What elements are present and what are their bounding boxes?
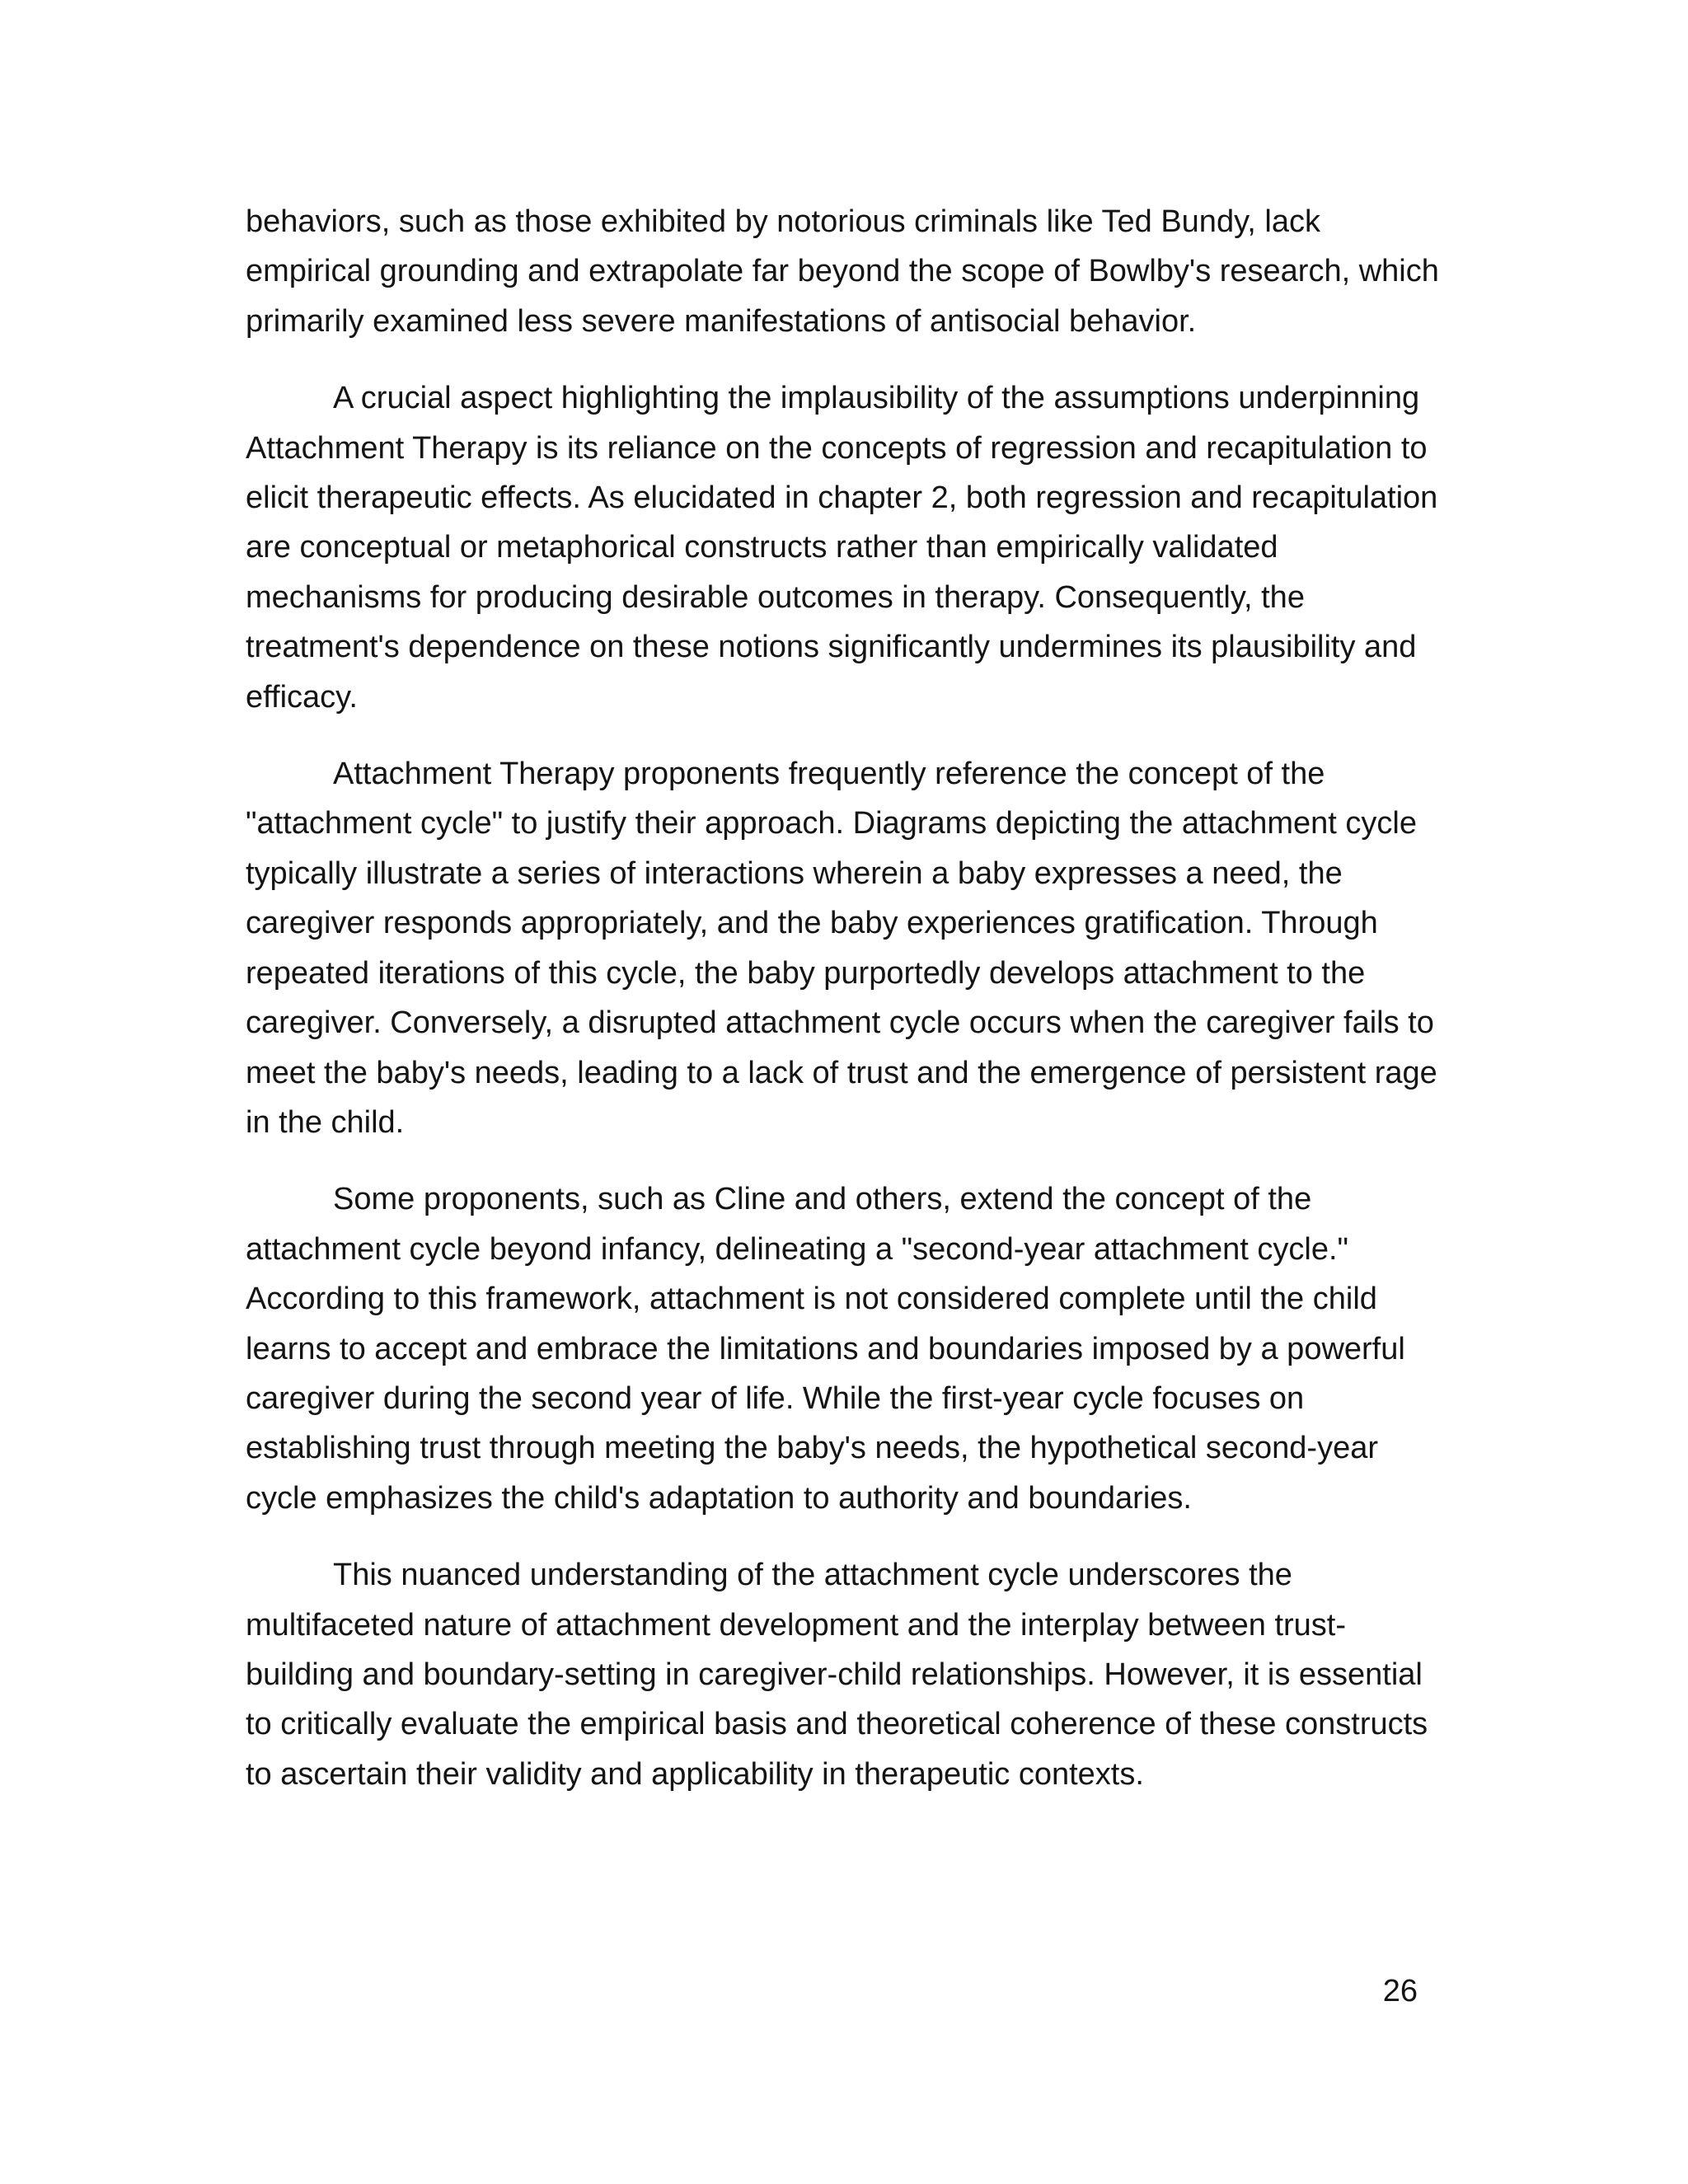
paragraph-second-year-cycle: Some proponents, such as Cline and others, extend the concept of the attachment cycle beyond infancy, delineating a "second-year attachment cycle." According to this framework, attachment is not considered complete until the child learns to accept and embrace the limitations and boundaries imposed by a powerful caregiver during the second year of life. While the first-year cycle focuses on establishing trust through meeting the baby's needs, the hypothetical second-year cycle emphasizes the child's adaptation to authority and boundaries. [246, 1182, 1405, 1516]
paragraph-attachment-cycle: Attachment Therapy proponents frequently reference the concept of the "attachment cycle" to justify their approach. Diagrams depicting the attachment cycle typically illustrate a series of interactions wherein a baby expresses a need, the caregiver responds appropriately, and the baby experiences gratification. Through repeated iterations of this cycle, the baby purportedly develops attachment to the caregiver. Conversely, a disrupted attachment cycle occurs when the caregiver fails to meet the baby's needs, leading to a lack of trust and the emergence of persistent rage in the child. [246, 757, 1437, 1140]
body-text [246, 197, 1453, 1826]
paragraph-regression-recapitulation: A crucial aspect highlighting the implausibility of the assumptions underpinning Attachment Therapy is its reliance on the concepts of regression and recapitulation to elicit therapeutic effects. As elucidated in chapter 2, both regression and recapitulation are conceptual or metaphorical constructs rather than empirically validated mechanisms for producing desirable outcomes in therapy. Consequently, the treatment's dependence on these notions significantly undermines its plausibility and efficacy. [246, 381, 1438, 715]
paragraph-nuanced-understanding: This nuanced understanding of the attachment cycle underscores the multifaceted nature of attachment development and the interplay between trust-building and boundary-setting in caregiver-child relationships. However, it is essential to critically evaluate the empirical basis and theoretical coherence of these constructs to ascertain their validity and applicability in therapeutic contexts. [246, 1558, 1428, 1792]
paragraph-continued: behaviors, such as those exhibited by notorious criminals like Ted Bundy, lack empirical grounding and extrapolate far beyond the scope of Bowlby's research, which primarily examined less severe manifestations of antisocial behavior. [246, 204, 1439, 339]
page-number: 26 [1382, 1974, 1418, 2008]
